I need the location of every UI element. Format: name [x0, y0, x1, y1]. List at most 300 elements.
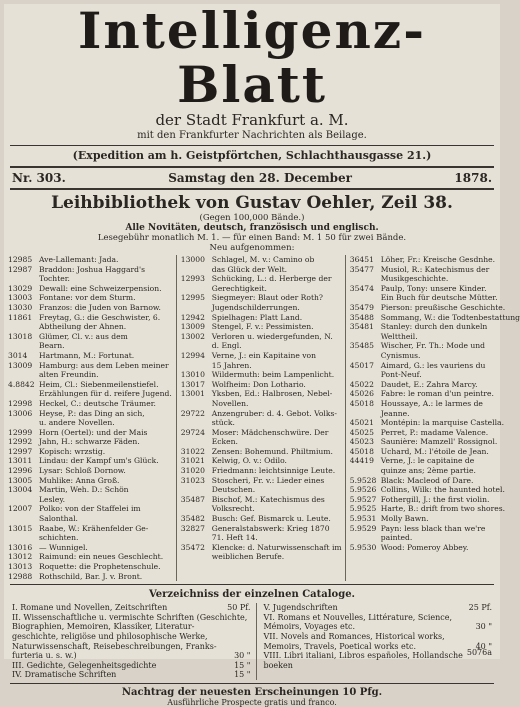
- book-title: Ein Buch für deutsche Mütter.: [380, 293, 498, 303]
- catalog-item: [12, 651, 250, 661]
- book-title: Martin, Weh. D.: Schön: [39, 485, 129, 495]
- book-entry: [350, 380, 500, 390]
- book-entry: [8, 495, 172, 505]
- masthead-title: Intelligenz-Blatt: [78, 1, 426, 114]
- book-entry: [181, 447, 341, 457]
- newspaper-page: [4, 1, 520, 707]
- book-column-1: [8, 255, 177, 581]
- catalog-title: V. Jugendschriften: [263, 603, 338, 613]
- book-entry: [8, 543, 172, 553]
- book-title: Lesley.: [39, 494, 66, 504]
- book-entry: [349, 312, 520, 323]
- book-entry: [181, 313, 341, 323]
- book-title: Ave-Lallemant: Jada.: [39, 255, 119, 264]
- book-entry: [350, 293, 500, 303]
- book-number: 13029: [8, 283, 33, 293]
- book-title: Zensen: Bohemund. Philtmium.: [211, 446, 333, 456]
- book-number: 12988: [8, 571, 33, 581]
- catalog-title: boeken: [263, 660, 293, 670]
- catalog-title: Biographien, Memoiren, Klassiker, Literatur-: [12, 622, 195, 632]
- book-entry: [350, 351, 500, 361]
- catalog-title: Memoirs, Travels, Poetical works etc.: [263, 641, 416, 651]
- book-title: Bearn.: [39, 341, 65, 351]
- book-number: 36451: [349, 255, 374, 264]
- book-title: Spielhagen: Platt Land.: [211, 312, 303, 322]
- expedition-line: (Expedition am h. Geistpförtchen, Schlachthausgasse 21.): [72, 149, 432, 162]
- book-entry: [8, 456, 172, 466]
- book-title: Wolfheim: Don Lothario.: [211, 379, 306, 389]
- book-number: 44419: [349, 456, 374, 466]
- book-entry: [181, 265, 341, 275]
- book-number: 31021: [180, 456, 205, 466]
- book-title: Ecken.: [211, 437, 238, 447]
- book-title: schichten.: [39, 533, 79, 543]
- book-title: Collins, Wilk: the haunted hotel.: [380, 485, 505, 495]
- book-number: 5.9525: [349, 504, 377, 514]
- catalog-left: [12, 603, 257, 680]
- catalog-item: [12, 642, 250, 652]
- book-title: Siegmeyer: Blaut oder Roth?: [211, 293, 323, 303]
- book-title: Fontane: vor dem Sturm.: [39, 293, 136, 303]
- book-number: 12993: [180, 274, 205, 284]
- book-title: Stengel, F. v.: Pessimisten.: [211, 322, 314, 332]
- book-entry: [8, 572, 172, 582]
- book-title: Kopisch: wrzstig.: [39, 446, 106, 456]
- book-entry: [350, 543, 500, 553]
- book-title: Hartmann, M.: Fortunat.: [39, 350, 135, 360]
- book-number: 29724: [180, 427, 205, 437]
- catalog-item: [263, 651, 492, 661]
- print-code: 5076a: [466, 648, 492, 657]
- book-entry: [350, 428, 500, 438]
- book-entry: [181, 495, 341, 505]
- book-number: 35488: [349, 312, 374, 322]
- book-number: 35474: [349, 283, 374, 293]
- book-title: Heckel, C.: deutsche Träumer.: [39, 398, 156, 408]
- book-number: 13003: [8, 293, 33, 303]
- book-number: 13012: [8, 552, 33, 562]
- book-title: Gerechtigkeit.: [211, 283, 267, 293]
- book-number: 31023: [180, 475, 205, 485]
- book-entry: [181, 552, 341, 562]
- book-entry: [181, 485, 341, 495]
- book-number: 13015: [8, 523, 33, 533]
- book-number: 45018: [349, 446, 374, 456]
- book-entry: [350, 274, 500, 284]
- catalog-item: [12, 613, 250, 623]
- book-entry: [8, 552, 172, 562]
- book-title: Dewall: eine Schweizerpension.: [39, 283, 162, 293]
- book-title: Heyse, P.: das Ding an sich,: [39, 408, 145, 418]
- book-number: 12985: [8, 255, 33, 264]
- book-title: Anzengruber: d. 4. Gebot. Volks-: [211, 408, 337, 418]
- book-list-columns: [4, 255, 520, 581]
- book-title: Stanley: durch den dunkeln: [380, 322, 488, 332]
- book-title: Generalstabswerk: Krieg 1870: [211, 523, 330, 533]
- catalog-item: [263, 613, 492, 623]
- book-title: Horn (Oertel): und der Mais: [39, 427, 148, 437]
- catalog-price: 40 ": [475, 641, 492, 651]
- book-title: quinze ans; 2ème partie.: [380, 466, 476, 476]
- catalog-title: I. Romane und Novellen, Zeitschriften: [12, 603, 168, 613]
- book-entry: [8, 293, 172, 303]
- book-title: Heim, Cl.: Siebenmeilenstiefel.: [39, 379, 159, 389]
- book-number: 12995: [180, 293, 205, 303]
- catalog-price: 30 ": [234, 651, 251, 661]
- catalog-title: II. Wissenschaftliche u. vermischte Schriften (Geschichte,: [12, 612, 248, 622]
- book-number: 13030: [8, 302, 33, 312]
- book-title: Polko: von der Staffelei im: [39, 504, 141, 514]
- book-entry: [8, 274, 172, 284]
- book-entry: [8, 533, 172, 543]
- book-entry: [181, 361, 341, 371]
- book-number: 35487: [180, 494, 205, 504]
- book-entry: [8, 418, 172, 428]
- book-entry: [181, 428, 341, 438]
- book-number: 12994: [180, 350, 205, 360]
- book-title: Aimard, G.: les vauriens du: [380, 360, 486, 370]
- book-number: 5.9531: [349, 514, 377, 524]
- book-title: Perret, P.: madame Valence.: [380, 427, 489, 437]
- masthead-subtitle: der Stadt Frankfurt a. M.: [155, 111, 349, 129]
- book-title: Freytag, G.: die Geschwister, 6.: [39, 312, 161, 322]
- catalog-list: [4, 603, 500, 680]
- book-title: Cynismus.: [380, 350, 421, 360]
- book-entry: [350, 370, 500, 380]
- catalog-title: furteria u. s. w.): [12, 651, 77, 661]
- book-entry: [350, 456, 500, 466]
- book-title: Verne, J.: le capitaine de: [380, 456, 475, 466]
- masthead-subtitle-2: mit den Frankfurter Nachrichten als Beilage.: [137, 130, 367, 141]
- book-title: 71. Heft 14.: [211, 533, 258, 543]
- book-column-3: [346, 255, 520, 581]
- catalog-item: [263, 603, 492, 613]
- book-entry: [8, 504, 172, 514]
- book-entry: [181, 476, 341, 486]
- catalog-item: [12, 632, 250, 642]
- book-title: Kelwig, O. v.: Odilo.: [211, 456, 287, 466]
- book-number: 31020: [180, 466, 205, 476]
- book-entry: [350, 389, 500, 399]
- catalog-item: [12, 670, 250, 680]
- book-entry: [181, 332, 341, 342]
- book-number: 45025: [349, 427, 374, 437]
- catalog-item: [263, 622, 492, 632]
- book-number: 12997: [8, 446, 33, 456]
- book-entry: [181, 524, 341, 534]
- footer-line-2: Ausführliche Prospecte gratis und franco.: [167, 697, 337, 707]
- catalog-price: 15 ": [234, 670, 251, 680]
- book-number: 12996: [8, 466, 33, 476]
- book-entry: [349, 302, 506, 313]
- footer-line-1: Nachtrag der neuesten Erscheinungen 10 Pfg.: [121, 686, 383, 698]
- book-number: 13002: [180, 331, 205, 341]
- book-title: Verne, J.: ein Kapitaine von: [211, 350, 316, 360]
- book-title: Uchard, M.: l'étoile de Jean.: [380, 446, 489, 456]
- catalog-item: [12, 603, 250, 613]
- book-title: Yksben, Ed.: Halbrosen, Nebel-: [211, 389, 333, 399]
- book-title: Schlagel, M. v.: Camino ob: [211, 255, 315, 264]
- book-entry: [350, 409, 500, 419]
- book-entry: [349, 504, 506, 514]
- book-entry: [181, 293, 341, 303]
- divider: [10, 683, 494, 684]
- book-title: Braddon: Joshua Haggard's: [39, 264, 146, 274]
- book-title: Raabe, W.: Krähenfelder Ge-: [39, 523, 149, 533]
- book-title: weiblichen Berufe.: [211, 552, 285, 562]
- book-title: Deutschen.: [211, 485, 256, 495]
- book-number: 12998: [8, 398, 33, 408]
- book-entry: [350, 255, 500, 265]
- issue-number: Nr. 303.: [12, 171, 66, 185]
- book-title: das Glück der Welt.: [211, 264, 288, 274]
- book-title: Jugendschilderrungen.: [211, 302, 300, 312]
- book-title: Franzos: die Juden von Barnow.: [39, 302, 161, 312]
- book-entry: [350, 265, 500, 275]
- book-entry: [181, 466, 341, 476]
- book-title: Glümer, Cl. v.: aus dem: [39, 331, 128, 341]
- book-number: 45017: [349, 360, 374, 370]
- catalog-item: [263, 632, 492, 642]
- book-title: Volksrecht.: [211, 504, 255, 514]
- book-number: 13013: [8, 562, 33, 571]
- book-title: d. Engl.: [211, 341, 242, 351]
- book-title: Erzählungen für d. reifere Jugend.: [39, 389, 172, 399]
- book-number: 12987: [8, 264, 33, 274]
- book-number: 5.9526: [349, 485, 377, 495]
- catalog-title: Naturwissenschaft, Reisebeschreibungen, Franks-: [12, 641, 217, 651]
- book-column-2: [177, 255, 346, 581]
- book-entry: [350, 399, 500, 409]
- book-number: 5.9529: [349, 523, 377, 533]
- book-number: 11861: [8, 312, 33, 322]
- book-title: Bischof, M.: Katechismus des: [211, 494, 325, 504]
- book-number: 35472: [180, 542, 205, 552]
- book-entry: [8, 303, 172, 313]
- book-entry: [350, 466, 500, 476]
- book-entry: [8, 562, 172, 572]
- book-title: Löher, Fr.: Kreische Gesdnhe.: [380, 255, 496, 264]
- book-entry: [181, 274, 341, 284]
- book-number: 5.9528: [349, 475, 377, 485]
- book-number: 45021: [349, 418, 374, 428]
- book-title: Fothergill, J.: the first violin.: [380, 494, 490, 504]
- book-entry: [8, 485, 172, 495]
- book-entry: [181, 380, 341, 390]
- book-number: 13000: [180, 255, 205, 264]
- book-number: 13006: [8, 408, 33, 418]
- book-title: Roquette: die Prophetenschule.: [39, 562, 161, 571]
- book-entry: [8, 389, 172, 399]
- ad-line-3: Lesegebühr monatlich M. 1. — für einen Band: M. 1 50 für zwei Bände.: [97, 233, 407, 243]
- book-entry: [350, 514, 500, 524]
- book-entry: [8, 476, 172, 486]
- issue-year: 1878.: [454, 171, 492, 185]
- book-number: 13005: [8, 475, 33, 485]
- catalog-price: 25 Pf.: [468, 603, 492, 613]
- catalog-title: IV. Dramatische Schriften: [12, 670, 117, 680]
- book-entry: [181, 437, 341, 447]
- book-entry: [350, 476, 500, 486]
- book-number: 12007: [8, 504, 33, 514]
- book-number: 45022: [349, 379, 374, 389]
- book-title: Stoscheri, Fr. v.: Lieder eines: [211, 475, 325, 485]
- book-entry: [8, 524, 172, 534]
- divider: [10, 584, 494, 585]
- book-title: Payn: less black than we're: [380, 523, 486, 533]
- book-number: 45023: [349, 437, 374, 447]
- book-number: 12992: [8, 437, 33, 447]
- book-title: Musikgeschichte.: [380, 274, 449, 284]
- book-entry: [350, 361, 500, 371]
- ad-line-1: (Gegen 100,000 Bände.): [199, 213, 305, 223]
- book-title: Klencke: d. Naturwissenschaft im: [211, 542, 342, 552]
- book-entry: [181, 303, 341, 313]
- book-title: Saunière: Mamzell' Rossignol.: [380, 437, 498, 447]
- book-title: Salonthal.: [39, 514, 78, 524]
- book-title: painted.: [380, 533, 413, 543]
- book-entry: [350, 437, 500, 447]
- book-title: Fabre: le roman d'un peintre.: [380, 389, 494, 399]
- book-number: 5.9530: [349, 542, 377, 552]
- book-title: Harte, B.: drift from two shores.: [380, 504, 506, 514]
- book-number: 29722: [180, 408, 205, 418]
- book-number: 12999: [8, 427, 33, 437]
- book-title: Muhlike: Anna Groß.: [39, 475, 120, 485]
- book-entry: [8, 370, 172, 380]
- book-title: Sommang, W.: die Todtenbestattung: [380, 312, 520, 322]
- book-title: Jahn, H.: schwarze Fäden.: [39, 437, 140, 447]
- catalog-title: VII. Novels and Romances, Historical works,: [263, 631, 445, 641]
- book-entry: [8, 409, 172, 419]
- book-title: 15 Jahren.: [211, 360, 252, 370]
- book-entry: [350, 284, 500, 294]
- book-entry: [181, 322, 341, 332]
- book-number: 31022: [180, 446, 205, 456]
- book-title: Schücking, L.: d. Herberge der: [211, 274, 332, 284]
- catalog-price: 15 ": [234, 660, 251, 670]
- book-number: 35485: [349, 341, 374, 351]
- book-entry: [8, 514, 172, 524]
- book-entry: [181, 533, 341, 543]
- book-number: 13017: [180, 379, 205, 389]
- book-entry: [181, 418, 341, 428]
- catalog-title: VI. Romans et Nouvelles, Littérature, Science,: [263, 612, 453, 622]
- catalog-item: [263, 661, 492, 671]
- book-title: Raimund: ein neues Geschlecht.: [39, 552, 164, 562]
- catalog-item: [263, 642, 492, 652]
- book-number: 3014: [8, 350, 28, 360]
- catalog-price: 30 ": [475, 622, 492, 632]
- book-entry: [350, 341, 500, 351]
- ad-heading: Leihbibliothek von Gustav Oehler, Zeil 38.: [51, 193, 453, 213]
- book-number: 35481: [349, 322, 374, 332]
- book-entry: [181, 284, 341, 294]
- book-entry: [8, 380, 172, 390]
- book-entry: [181, 514, 341, 524]
- book-entry: [8, 322, 172, 332]
- book-entry: [181, 351, 341, 361]
- book-entry: [8, 399, 172, 409]
- catalog-title: Mémoirs, Voyages etc.: [263, 622, 355, 632]
- divider: [10, 145, 494, 146]
- book-entry: [181, 341, 341, 351]
- book-title: Tochter.: [39, 274, 70, 284]
- book-title: Black: Macleod of Dare.: [380, 475, 474, 485]
- book-entry: [350, 495, 500, 505]
- book-title: Lysar: Schloß Dornow.: [39, 466, 126, 476]
- book-title: Lindau: der Kampf um's Glück.: [39, 456, 159, 466]
- book-title: Montépin: la marquise Castella.: [380, 418, 504, 428]
- book-entry: [350, 447, 500, 457]
- book-title: Pont-Neuf.: [380, 370, 422, 380]
- book-title: Musiol, R.: Katechismus der: [380, 264, 490, 274]
- book-number: 12942: [180, 312, 205, 322]
- book-number: 45018: [349, 398, 374, 408]
- book-title: Rothschild, Bar. J. v. Bront.: [39, 571, 143, 581]
- book-title: Daudet, E.: Zahra Marcy.: [380, 379, 478, 389]
- book-number: 13001: [180, 389, 205, 399]
- book-number: 13018: [8, 331, 33, 341]
- issue-line: [4, 171, 500, 185]
- book-title: Novellen.: [211, 398, 249, 408]
- book-entry: [350, 332, 500, 342]
- book-title: u. andere Novellen.: [39, 418, 115, 428]
- catalog-heading: Verzeichniss der einzelnen Cataloge.: [148, 589, 356, 601]
- book-entry: [8, 332, 172, 342]
- book-number: 13004: [8, 485, 33, 495]
- book-entry: [350, 524, 500, 534]
- book-entry: [181, 399, 341, 409]
- book-entry: [8, 351, 172, 361]
- issue-date: Samstag den 28. December: [168, 171, 352, 185]
- book-title: Houssaye, A.: le larmes de: [380, 398, 483, 408]
- book-entry: [8, 361, 172, 371]
- book-entry: [8, 466, 172, 476]
- book-entry: [181, 543, 341, 553]
- book-entry: [181, 504, 341, 514]
- book-title: Verloren u. wiedergefunden, N.: [211, 331, 333, 341]
- book-number: 5.9527: [349, 494, 377, 504]
- book-number: 13009: [8, 360, 33, 370]
- divider: [10, 166, 494, 168]
- book-title: alten Freundin.: [39, 370, 99, 380]
- catalog-item: [12, 622, 250, 632]
- book-title: Friedmann: leichtsinnige Leute.: [211, 466, 336, 476]
- book-number: 32827: [180, 523, 205, 533]
- book-entry: [8, 428, 172, 438]
- divider: [10, 188, 494, 190]
- book-number: 13016: [8, 542, 33, 552]
- book-title: — Wunnigel.: [39, 542, 88, 552]
- book-title: Wood: Pomeroy Abbey.: [380, 542, 469, 552]
- book-title: stück.: [211, 418, 235, 428]
- book-number: 35479: [349, 302, 374, 312]
- book-entry: [8, 284, 172, 294]
- book-entry: [181, 370, 341, 380]
- book-entry: [350, 322, 500, 332]
- ad-line-2: Alle Novitäten, deutsch, französisch und englisch.: [125, 223, 379, 233]
- catalog-right: [257, 603, 492, 680]
- book-title: Pierson: preußische Geschichte.: [380, 302, 506, 312]
- book-entry: [181, 255, 341, 265]
- book-number: 35477: [349, 264, 374, 274]
- book-title: Wischer, Fr. Th.: Mode und: [380, 341, 485, 351]
- book-entry: [8, 255, 172, 265]
- catalog-title: geschichte, religiöse und philosophische Werke,: [12, 631, 208, 641]
- book-number: 13011: [8, 456, 33, 466]
- book-entry: [349, 418, 504, 428]
